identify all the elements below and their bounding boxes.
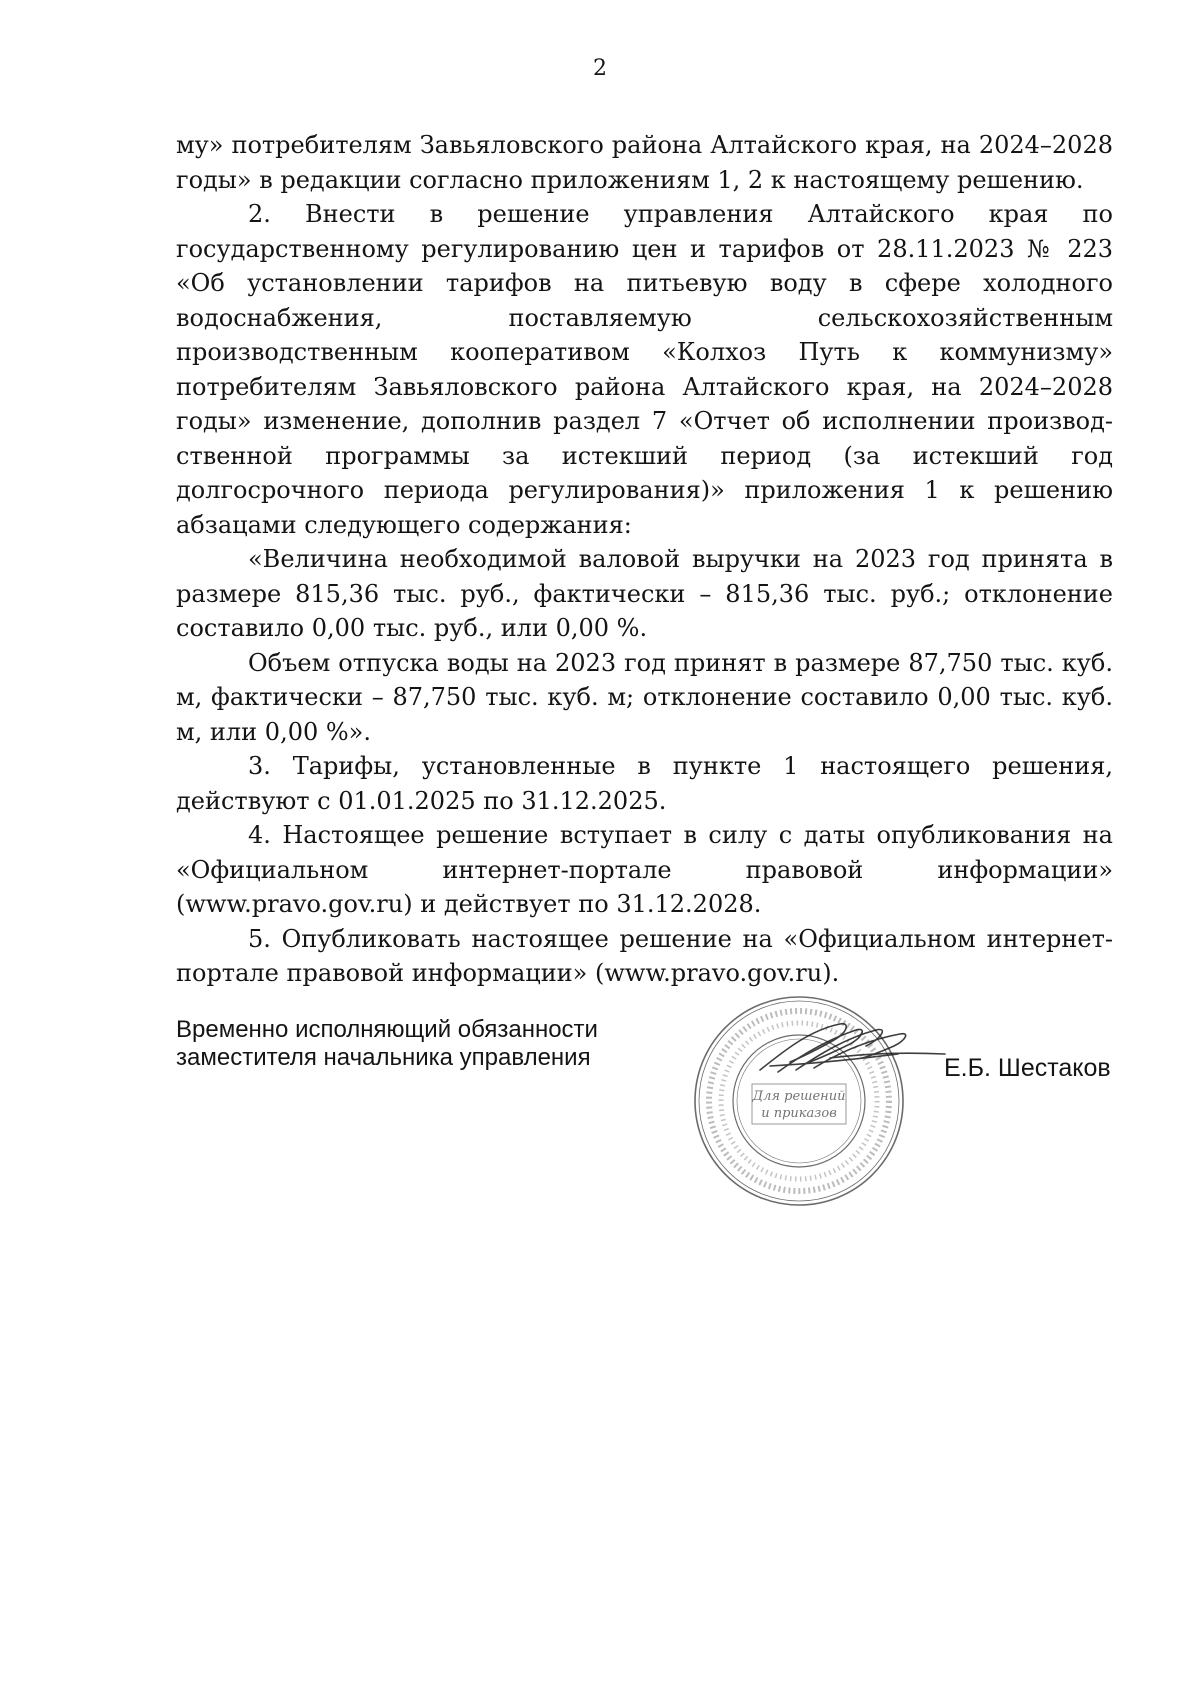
seal-inner-line-2: и приказов [761, 1106, 837, 1121]
seal-inner-line-1: Для решений [752, 1089, 846, 1104]
document-body [176, 128, 1113, 991]
signer-name: Е.Б. Шестаков [944, 1054, 1111, 1082]
signer-title-line-2: заместителя начальника управления [176, 1044, 591, 1071]
paragraph-continuation: му» потребителям Завьяловского района Алтайского края, на 2024–2028 годы» в редакции согласно приложениям 1, 2 к настоящему решению. [176, 131, 1113, 194]
handwritten-signature [730, 1010, 960, 1090]
signer-title [176, 1016, 598, 1072]
paragraph-item-3: 3. Тарифы, установленные в пункте 1 настоящего решения, действуют с 01.01.2025 по 31.12.2025. [176, 752, 1113, 815]
paragraph-quote-volume: Объем отпуска воды на 2023 год принят в размере 87,750 тыс. куб. м, фактически – 87,750 тыс. куб. м; отклонение составило 0,00 тыс. куб. м, или 0,00 %». [176, 648, 1113, 746]
paragraph-item-2: 2. Внести в решение управления Алтайского края по государственному регулированию цен и тарифов от 28.11.2023 № 223 «Об установлении тарифов на питьевую воду в сфере холодного водоснабжения, поставляемую сельскохозяйственным производственным кооперативом «Колхоз Путь к коммунизму» потребителям Завьяловского района Алтайского края, на 2024–2028 годы» изменение, дополнив раздел 7 «Отчет об исполнении производственной программы за истекший период (за истекший год долгосрочного периода регулирования)» приложения 1 к решению абзацами следующего содержания: [176, 200, 1113, 539]
paragraph-item-4: 4. Настоящее решение вступает в силу с даты опубликования на «Официальном интернет-портале правовой информации» (www.pravo.gov.ru) и действует по 31.12.2028. [176, 821, 1113, 918]
page-number: 2 [593, 56, 607, 81]
paragraph-quote-revenue: «Величина необходимой валовой выручки на 2023 год принята в размере 815,36 тыс. руб., фактически – 815,36 тыс. руб.; отклонение составило 0,00 тыс. руб., или 0,00 %. [176, 545, 1113, 642]
signer-title-line-1: Временно исполняющий обязанности [176, 1016, 598, 1043]
paragraph-item-5: 5. Опубликовать настоящее решение на «Официальном интернет-портале правовой информации» (www.pravo.gov.ru). [176, 924, 1113, 987]
